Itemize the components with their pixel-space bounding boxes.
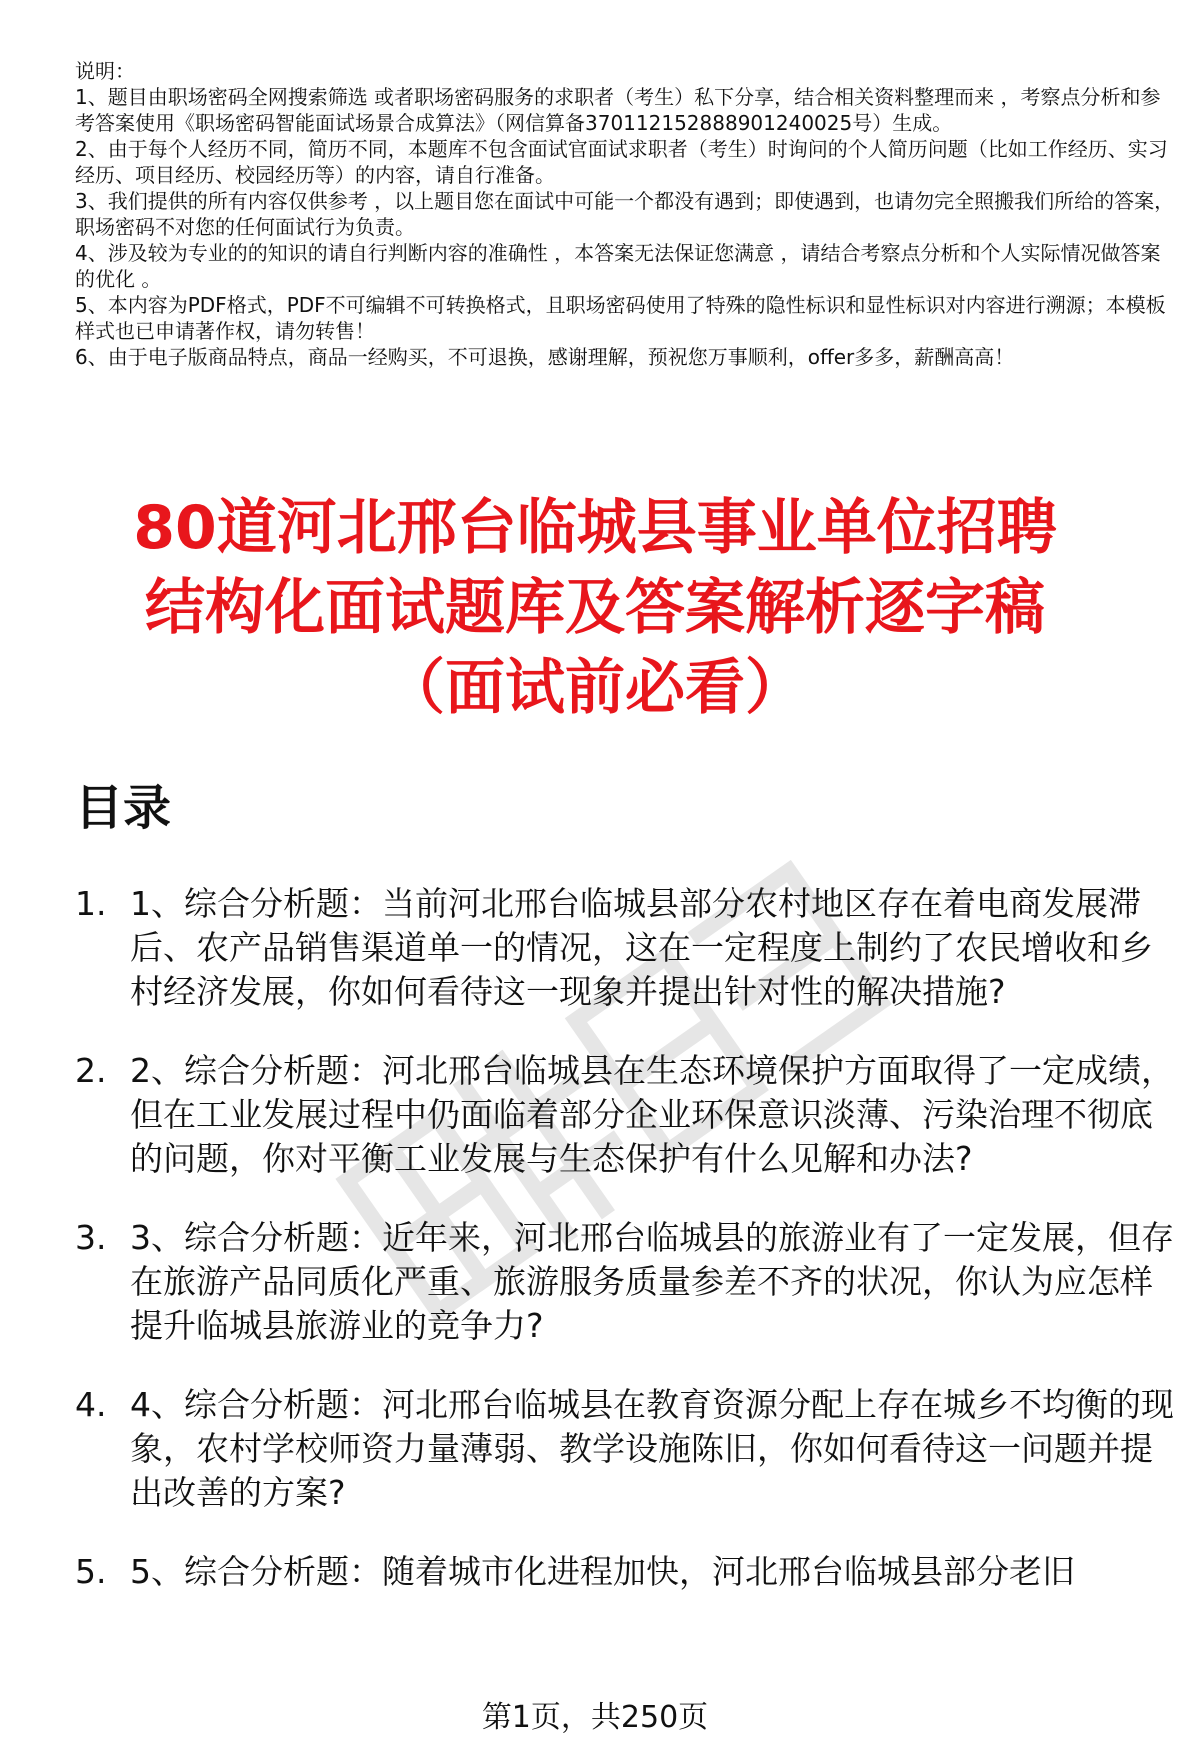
toc-item-text: 1、综合分析题：当前河北邢台临城县部分农村地区存在着电商发展滞后、农产品销售渠道单一的情况，这在一定程度上制约了农民增收和乡村经济发展，你如何看待这一现象并提出针对性的解决措施?: [130, 884, 1153, 1011]
note-item-5: 5、本内容为PDF格式，PDF不可编辑不可转换格式，且职场密码使用了特殊的隐性标识和显性标识对内容进行溯源；本模板样式也已申请著作权，请勿转售！: [75, 293, 1166, 343]
toc-item-number: 3.: [75, 1218, 107, 1257]
title-line-3: （面试前必看）: [385, 653, 805, 723]
toc-item[interactable]: [75, 1550, 1175, 1594]
toc-item-text: 5、综合分析题：随着城市化进程加快，河北邢台临城县部分老旧: [130, 1552, 1075, 1591]
toc-item-text: 4、综合分析题：河北邢台临城县在教育资源分配上存在城乡不均衡的现象，农村学校师资力量薄弱、教学设施陈旧，你如何看待这一问题并提出改善的方案?: [130, 1385, 1174, 1512]
toc-item[interactable]: [75, 882, 1175, 1014]
disclaimer-notes: [75, 58, 1175, 370]
toc-item-number: 2.: [75, 1051, 107, 1090]
page-footer: 第1页，共250页: [481, 1700, 709, 1735]
title-line-1: 80道河北邢台临城县事业单位招聘: [133, 493, 1057, 563]
toc-item-number: 4.: [75, 1385, 107, 1424]
toc-item-text: 3、综合分析题：近年来，河北邢台临城县的旅游业有了一定发展，但存在旅游产品同质化严重、旅游服务质量参差不齐的状况，你认为应怎样提升临城县旅游业的竞争力?: [130, 1218, 1174, 1345]
toc-heading: 目录: [75, 780, 172, 836]
note-item-2: 2、由于每个人经历不同，简历不同，本题库不包含面试官面试求职者（考生）时询问的个人简历问题（比如工作经历、实习经历、项目经历、校园经历等）的内容，请自行准备。: [75, 137, 1168, 187]
note-item-4: 4、涉及较为专业的的知识的请自行判断内容的准确性 ，本答案无法保证您满意 ，请结合考察点分析和个人实际情况做答案的优化 。: [75, 241, 1161, 291]
notes-heading: 说明：: [75, 59, 135, 83]
toc-item[interactable]: [75, 1216, 1175, 1348]
toc-item-number: 5.: [75, 1552, 107, 1591]
toc-list: [75, 882, 1175, 1629]
title-line-2: 结构化面试题库及答案解析逐字稿: [145, 573, 1045, 643]
note-item-1: 1、题目由职场密码全网搜索筛选 或者职场密码服务的求职者（考生）私下分享，结合相关资料整理而来 ，考察点分析和参考答案使用《职场密码智能面试场景合成算法》（网信算备370112152888901240025号）生成。: [75, 85, 1161, 135]
toc-item[interactable]: [75, 1049, 1175, 1181]
note-item-3: 3、我们提供的所有内容仅供参考 ，以上题目您在面试中可能一个都没有遇到；即使遇到，也请勿完全照搬我们所给的答案，职场密码不对您的任何面试行为负责。: [75, 189, 1175, 239]
document-title: [50, 488, 1140, 728]
note-item-6: 6、由于电子版商品特点，商品一经购买，不可退换，感谢理解，预祝您万事顺利，offer多多，薪酬高高！: [75, 345, 1015, 369]
toc-item-text: 2、综合分析题：河北邢台临城县在生态环境保护方面取得了一定成绩，但在工业发展过程中仍面临着部分企业环保意识淡薄、污染治理不彻底的问题，你对平衡工业发展与生态保护有什么见解和办法?: [130, 1051, 1174, 1178]
toc-item-number: 1.: [75, 884, 107, 923]
toc-item[interactable]: [75, 1383, 1175, 1515]
